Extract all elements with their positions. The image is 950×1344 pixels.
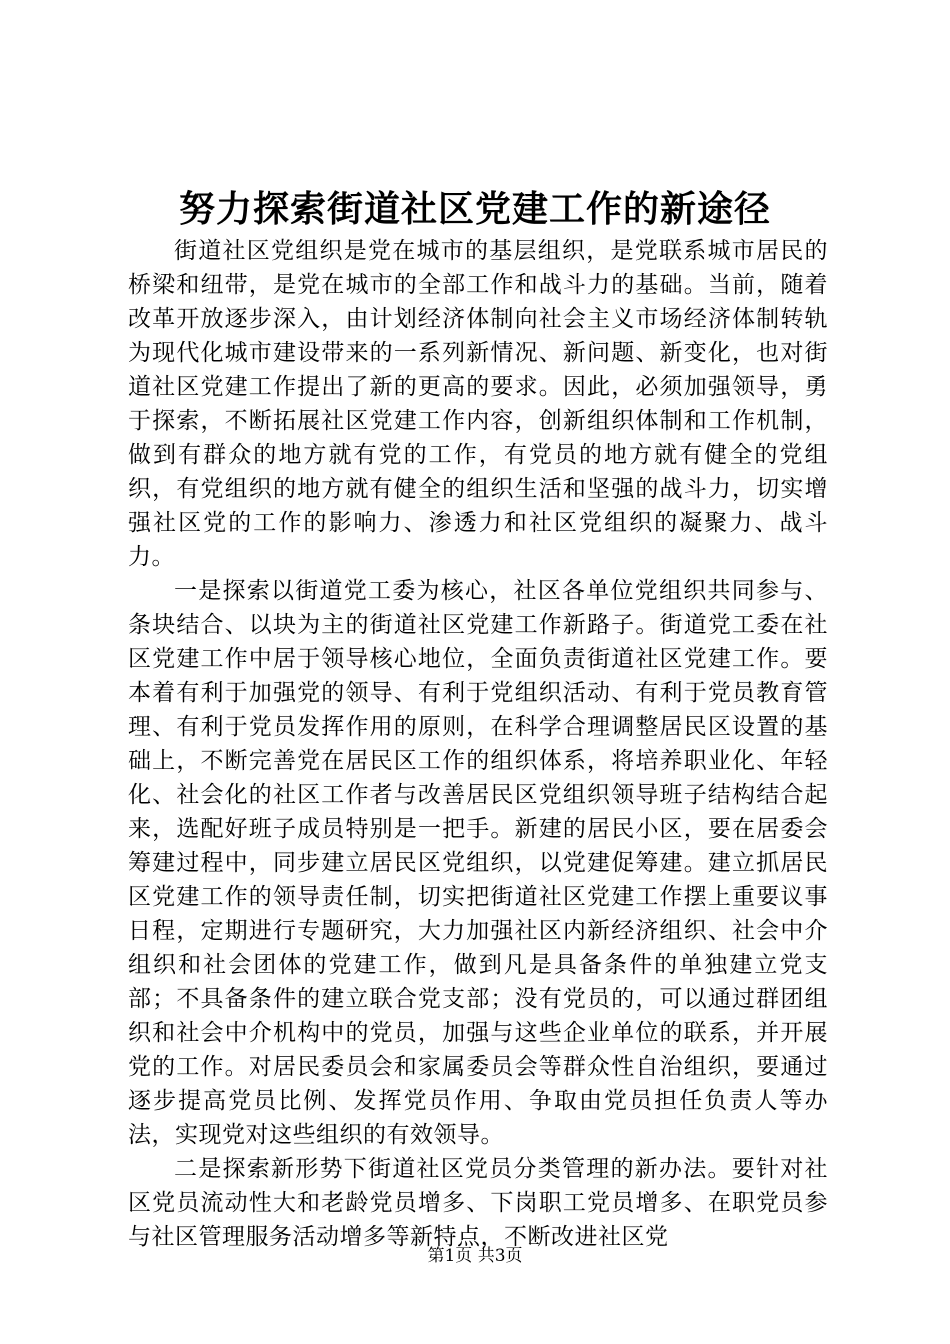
paragraph-point-two: 二是探索新形势下街道社区党员分类管理的新办法。要针对社区党员流动性大和老龄党员增多、下岗职工党员增多、在职党员参与社区管理服务活动增多等新特点，不断改进社区党 (128, 1156, 828, 1250)
page-number-footer: 第1页 共3页 (427, 1246, 523, 1266)
document-body (128, 234, 828, 1254)
document-title: 努力探索街道社区党建工作的新途径 (178, 188, 771, 230)
paragraph-intro: 街道社区党组织是党在城市的基层组织，是党联系城市居民的桥梁和纽带，是党在城市的全部工作和战斗力的基础。当前，随着改革开放逐步深入，由计划经济体制向社会主义市场经济体制转轨为现代化城市建设带来的一系列新情况、新问题、新变化，也对街道社区党建工作提出了新的更高的要求。因此，必须加强领导，勇于探索，不断拓展社区党建工作内容，创新组织体制和工作机制，做到有群众的地方就有党的工作，有党员的地方就有健全的党组织，有党组织的地方就有健全的组织生活和坚强的战斗力，切实增强社区党的工作的影响力、渗透力和社区党组织的凝聚力、战斗力。 (128, 238, 828, 570)
paragraph-point-one: 一是探索以街道党工委为核心，社区各单位党组织共同参与、条块结合、以块为主的街道社区党建工作新路子。街道党工委在社区党建工作中居于领导核心地位，全面负责街道社区党建工作。要本着有利于加强党的领导、有利于党组织活动、有利于党员教育管理、有利于党员发挥作用的原则，在科学合理调整居民区设置的基础上，不断完善党在居民区工作的组织体系，将培养职业化、年轻化、社会化的社区工作者与改善居民区党组织领导班子结构结合起来，选配好班子成员特别是一把手。新建的居民小区，要在居委会筹建过程中，同步建立居民区党组织，以党建促筹建。建立抓居民区党建工作的领导责任制，切实把街道社区党建工作摆上重要议事日程，定期进行专题研究，大力加强社区内新经济组织、社会中介组织和社会团体的党建工作，做到凡是具备条件的单独建立党支部；不具备条件的建立联合党支部；没有党员的，可以通过群团组织和社会中介机构中的党员，加强与这些企业单位的联系，并开展党的工作。对居民委员会和家属委员会等群众性自治组织，要通过逐步提高党员比例、发挥党员作用、争取由党员担任负责人等办法，实现党对这些组织的有效领导。 (128, 578, 828, 1148)
